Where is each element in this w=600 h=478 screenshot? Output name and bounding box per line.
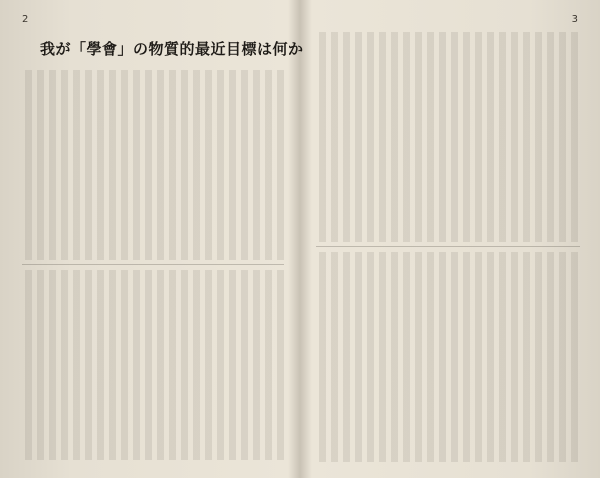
body-text-lower: [316, 252, 580, 462]
tier-divider: [22, 264, 284, 265]
tier-divider: [316, 246, 580, 247]
page-number: 2: [22, 14, 29, 25]
body-text-lower: [22, 270, 284, 460]
right-page: [300, 0, 600, 478]
body-text-upper: [316, 32, 580, 242]
body-text-upper: [22, 70, 284, 260]
article-title: 我が「學會」の物質的最近目標は何か: [40, 40, 304, 58]
page-number: 3: [571, 14, 578, 25]
